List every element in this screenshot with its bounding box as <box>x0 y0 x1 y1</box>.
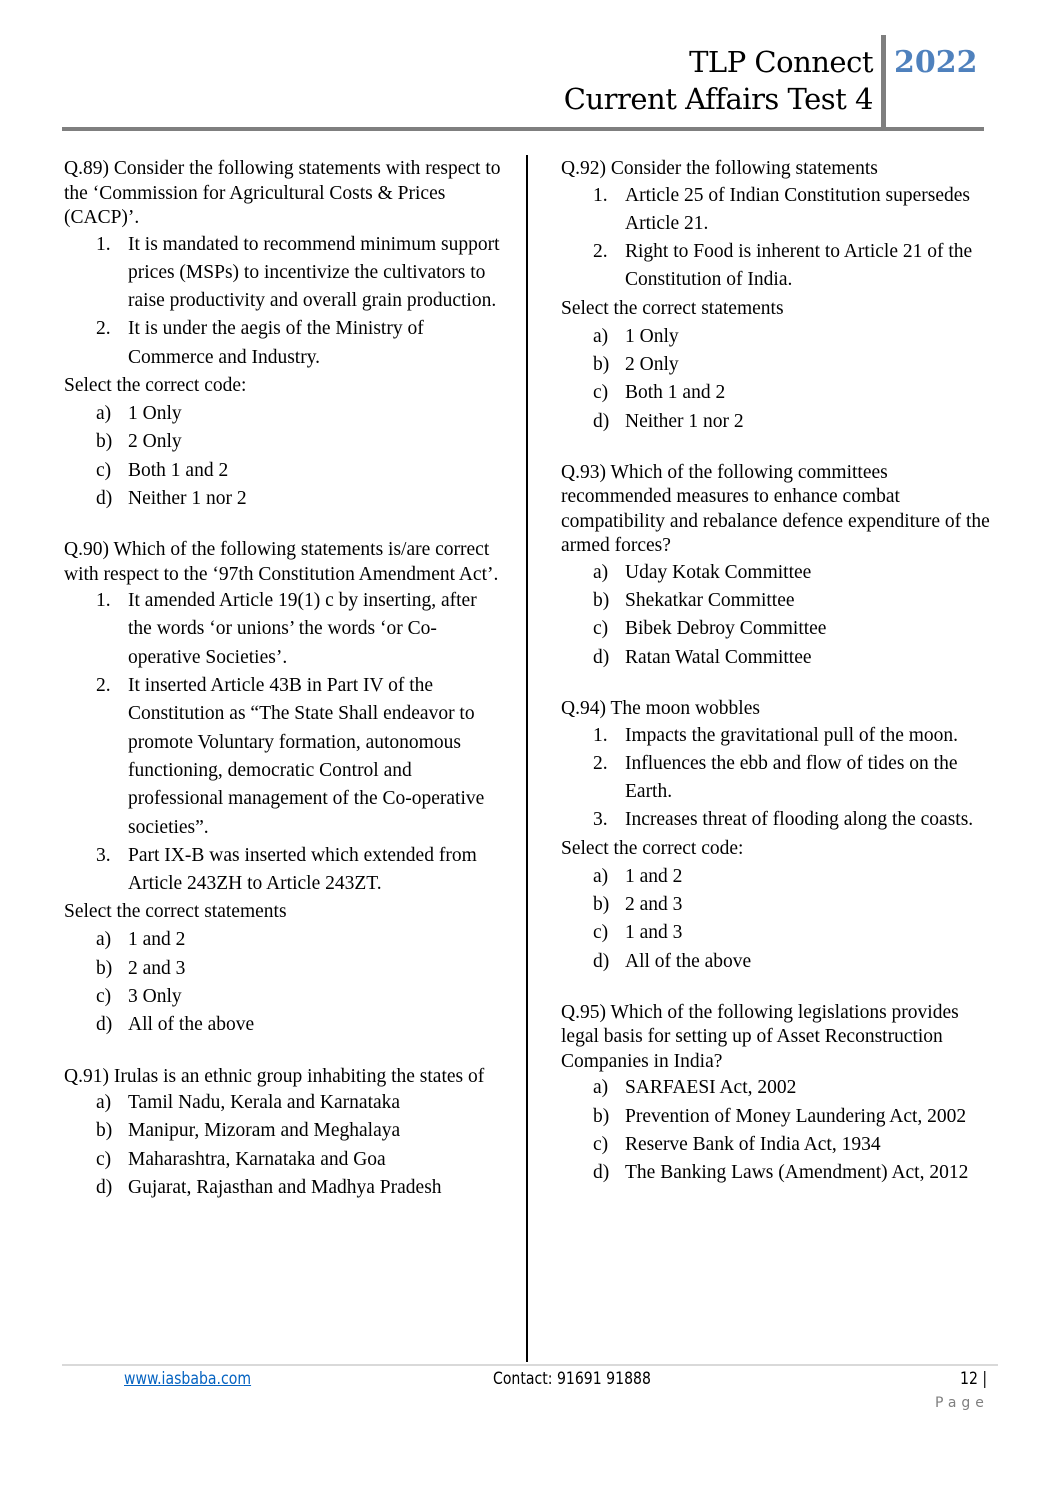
statement-item <box>561 722 1001 750</box>
statement-item <box>64 315 504 372</box>
select-prompt: Select the correct statements <box>64 901 287 923</box>
option-text: All of the above <box>625 950 752 972</box>
question-stem: Q.90) Which of the following statements is/are correct with respect to the ‘97th Constitution Amendment Act’. <box>64 539 499 585</box>
option-text: 1 and 2 <box>625 865 683 887</box>
option-item <box>64 955 504 983</box>
option-text: Prevention of Money Laundering Act, 2002 <box>625 1105 967 1127</box>
question-block <box>561 697 1001 976</box>
statement-number: 1. <box>96 590 111 612</box>
statement-item <box>561 750 1001 807</box>
option-text: Both 1 and 2 <box>128 459 229 481</box>
statement-text: It inserted Article 43B in Part IV of the Constitution as “The State Shall endeavor to promote Voluntary formation, autonomous functioning, democratic Control and professional management of the Co-operative societies”. <box>128 675 485 838</box>
statement-item <box>64 842 504 899</box>
option-letter: c) <box>593 1134 609 1156</box>
left-column <box>64 157 504 1227</box>
option-text: Bibek Debroy Committee <box>625 618 827 640</box>
option-item <box>561 587 1001 615</box>
option-item <box>561 1131 1001 1159</box>
header-title <box>564 44 873 118</box>
header-year: 2022 <box>894 45 978 80</box>
option-letter: c) <box>593 382 609 404</box>
column-divider <box>526 155 528 1362</box>
option-text: 1 Only <box>128 402 182 424</box>
statement-number: 3. <box>593 809 608 831</box>
statement-number: 1. <box>593 184 608 206</box>
contact-text: Contact: 91691 91888 <box>493 1369 651 1389</box>
statement-text: Influences the ebb and flow of tides on the Earth. <box>625 752 958 803</box>
option-letter: c) <box>96 986 112 1008</box>
option-letter: d) <box>593 646 610 668</box>
statement-item <box>561 806 1001 834</box>
option-letter: c) <box>593 922 609 944</box>
statement-number: 3. <box>96 844 111 866</box>
question-stem: Q.94) The moon wobbles <box>561 698 760 720</box>
statement-item <box>561 182 1001 239</box>
question-block <box>64 1065 504 1203</box>
option-item <box>64 1117 504 1145</box>
question-stem: Q.93) Which of the following committees recommended measures to enhance combat compatibility and rebalance defence expenditure of the armed forces? <box>561 461 990 557</box>
header-line-2: Current Affairs Test 4 <box>563 82 873 116</box>
option-item <box>64 428 504 456</box>
header-divider <box>881 35 886 130</box>
option-letter: c) <box>593 618 609 640</box>
website-link[interactable]: www.iasbaba.com <box>124 1369 252 1389</box>
option-text: All of the above <box>128 1014 255 1036</box>
option-text: 2 Only <box>625 353 679 375</box>
option-item <box>561 351 1001 379</box>
footer-rule <box>62 1364 998 1366</box>
option-letter: d) <box>96 1014 113 1036</box>
option-letter: d) <box>96 487 113 509</box>
question-stem: Q.91) Irulas is an ethnic group inhabiting the states of <box>64 1065 485 1087</box>
option-item <box>561 559 1001 587</box>
option-text: Ratan Watal Committee <box>625 646 812 668</box>
option-item <box>64 1011 504 1039</box>
statement-number: 2. <box>593 241 608 263</box>
option-letter: b) <box>593 1105 610 1127</box>
select-prompt: Select the correct code: <box>561 837 744 859</box>
option-text: The Banking Laws (Amendment) Act, 2012 <box>625 1162 969 1184</box>
statement-text: It is under the aegis of the Ministry of Commerce and Industry. <box>128 318 424 368</box>
option-letter: b) <box>593 590 610 612</box>
option-item <box>64 485 504 513</box>
statement-item <box>64 672 504 842</box>
select-prompt: Select the correct statements <box>561 297 784 319</box>
option-text: Reserve Bank of India Act, 1934 <box>625 1134 881 1156</box>
option-text: 2 and 3 <box>625 894 683 916</box>
option-text: SARFAESI Act, 2002 <box>625 1077 797 1099</box>
right-column <box>561 157 1001 1213</box>
statement-number: 2. <box>96 318 111 340</box>
option-text: 1 Only <box>625 325 679 347</box>
question-stem: Q.92) Consider the following statements <box>561 158 878 179</box>
option-text: Neither 1 nor 2 <box>625 410 744 432</box>
option-text: Shekatkar Committee <box>625 590 795 612</box>
option-item <box>561 379 1001 407</box>
option-item <box>561 1103 1001 1131</box>
option-text: Maharashtra, Karnataka and Goa <box>128 1148 386 1170</box>
option-text: 2 Only <box>128 431 182 453</box>
statement-item <box>64 587 504 672</box>
option-text: Gujarat, Rajasthan and Madhya Pradesh <box>128 1177 442 1199</box>
option-letter: a) <box>593 865 609 887</box>
option-text: Uday Kotak Committee <box>625 561 812 583</box>
option-item <box>561 1074 1001 1102</box>
option-text: 1 and 2 <box>128 929 186 951</box>
option-letter: b) <box>593 894 610 916</box>
option-item <box>561 408 1001 436</box>
question-block <box>64 538 504 1039</box>
option-text: 3 Only <box>128 986 182 1008</box>
header-line-1: TLP Connect <box>689 45 873 79</box>
option-letter: d) <box>593 1162 610 1184</box>
page-label: Page <box>935 1395 989 1411</box>
option-text: 2 and 3 <box>128 957 186 979</box>
option-item <box>561 323 1001 351</box>
option-letter: a) <box>593 561 609 583</box>
option-text: Both 1 and 2 <box>625 382 726 404</box>
statement-number: 1. <box>96 233 111 255</box>
option-item <box>64 1089 504 1117</box>
option-item <box>64 1174 504 1202</box>
option-item <box>64 457 504 485</box>
option-item <box>561 891 1001 919</box>
option-text: 1 and 3 <box>625 922 683 944</box>
option-item <box>561 863 1001 891</box>
option-letter: c) <box>96 1148 112 1170</box>
option-item <box>561 948 1001 976</box>
option-item <box>64 1146 504 1174</box>
statement-number: 2. <box>593 752 608 774</box>
statement-item <box>561 238 1001 295</box>
header-rule <box>62 127 984 131</box>
option-letter: d) <box>593 950 610 972</box>
statement-text: Right to Food is inherent to Article 21 of the Constitution of India. <box>625 241 973 291</box>
option-letter: a) <box>96 929 112 951</box>
statement-text: Article 25 of Indian Constitution supersedes Article 21. <box>625 184 970 234</box>
option-letter: a) <box>96 402 112 424</box>
option-letter: b) <box>96 957 113 979</box>
question-block <box>561 1001 1001 1188</box>
statement-item <box>64 231 504 316</box>
statement-text: Impacts the gravitational pull of the moon. <box>625 724 959 746</box>
option-item <box>64 926 504 954</box>
question-stem: Q.95) Which of the following legislations provides legal basis for setting up of Asset Reconstruction Companies in India? <box>561 1001 959 1072</box>
option-item <box>561 1159 1001 1187</box>
option-item <box>64 983 504 1011</box>
option-letter: b) <box>593 353 610 375</box>
option-item <box>64 400 504 428</box>
option-letter: a) <box>96 1092 112 1114</box>
option-letter: c) <box>96 459 112 481</box>
option-letter: a) <box>593 1077 609 1099</box>
statement-text: It is mandated to recommend minimum support prices (MSPs) to incentivize the cultivators to raise productivity and overall grain production. <box>128 233 500 312</box>
option-letter: b) <box>96 431 113 453</box>
option-letter: a) <box>593 325 609 347</box>
option-text: Tamil Nadu, Kerala and Karnataka <box>128 1092 401 1114</box>
question-block <box>561 157 1001 436</box>
option-letter: b) <box>96 1120 113 1142</box>
statement-text: Increases threat of flooding along the coasts. <box>625 809 974 831</box>
statement-text: Part IX-B was inserted which extended from Article 243ZH to Article 243ZT. <box>128 844 477 895</box>
option-text: Neither 1 nor 2 <box>128 487 247 509</box>
statement-number: 2. <box>96 675 111 697</box>
option-item <box>561 919 1001 947</box>
question-stem: Q.89) Consider the following statements with respect to the ‘Commission for Agricultural Costs & Prices (CACP)’. <box>64 158 501 228</box>
option-letter: d) <box>593 410 610 432</box>
select-prompt: Select the correct code: <box>64 374 247 396</box>
option-text: Manipur, Mizoram and Meghalaya <box>128 1120 401 1142</box>
option-item <box>561 644 1001 672</box>
page-number: 12 | <box>960 1369 988 1389</box>
question-block <box>64 157 504 513</box>
option-letter: d) <box>96 1177 113 1199</box>
question-block <box>561 461 1001 672</box>
statement-text: It amended Article 19(1) c by inserting, after the words ‘or unions’ the words ‘or Co-operative Societies’. <box>128 590 477 668</box>
statement-number: 1. <box>593 724 608 746</box>
option-item <box>561 615 1001 643</box>
